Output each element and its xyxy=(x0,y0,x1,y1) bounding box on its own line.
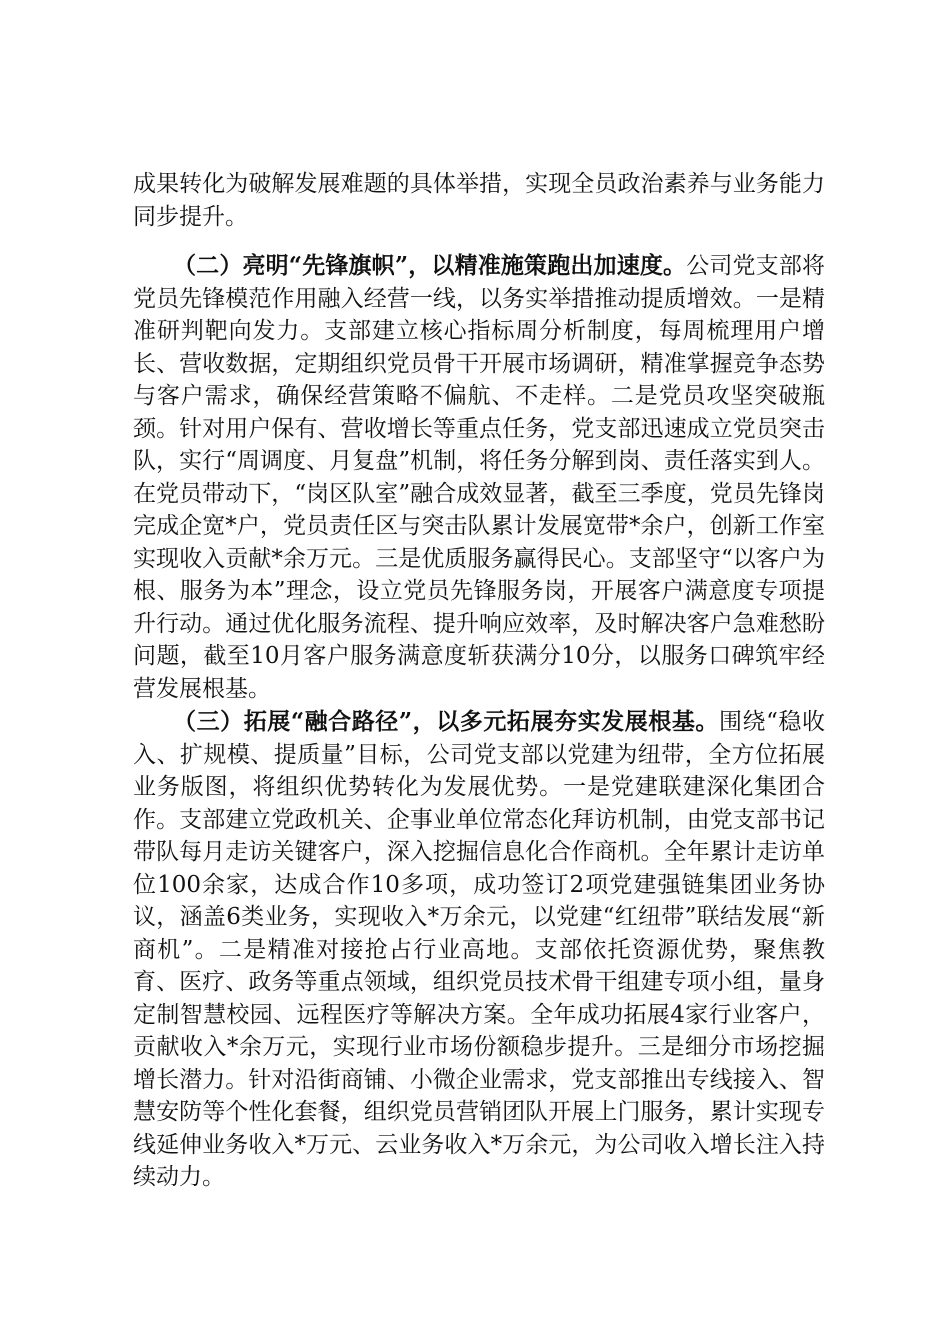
paragraph-section-2 xyxy=(133,250,825,705)
paragraph-section-3 xyxy=(133,706,825,1194)
paragraph-body: 围绕“稳收入、扩规模、提质量”目标，公司党支部以党建为纽带，全方位拓展业务版图，将组织优势转化为发展优势。一是党建联建深化集团合作。支部建立党政机关、企事业单位常态化拜访机制，由党支部书记带队每月走访关键客户，深入挖掘信息化合作商机。全年累计走访单位100余家，达成合作10多项，成功签订2项党建强链集团业务协议，涵盖6类业务，实现收入*万余元，以党建“红纽带”联结发展“新商机”。二是精准对接抢占行业高地。支部依托资源优势，聚焦教育、医疗、政务等重点领域，组织党员技术骨干组建专项小组，量身定制智慧校园、远程医疗等解决方案。全年成功拓展4家行业客户，贡献收入*余万元，实现行业市场份额稳步提升。三是细分市场挖掘增长潜力。针对沿街商铺、小微企业需求，党支部推出专线接入、智慧安防等个性化套餐，组织党员营销团队开展上门服务，累计实现专线延伸业务收入*万元、云业务收入*万余元，为公司收入增长注入持续动力。 xyxy=(133,709,825,1190)
paragraph-continuation xyxy=(133,168,825,233)
paragraph-body: 成果转化为破解发展难题的具体举措，实现全员政治素养与业务能力同步提升。 xyxy=(133,171,825,230)
section-heading: （二）亮明“先锋旗帜”，以精准施策跑出加速度。 xyxy=(173,252,687,279)
section-heading: （三）拓展“融合路径”，以多元拓展夯实发展根基。 xyxy=(173,708,719,735)
paragraph-body: 公司党支部将党员先锋模范作用融入经营一线，以务实举措推动提质增效。一是精准研判靶向发力。支部建立核心指标周分析制度，每周梳理用户增长、营收数据，定期组织党员骨干开展市场调研，精准掌握竞争态势与客户需求，确保经营策略不偏航、不走样。二是党员攻坚突破瓶颈。针对用户保有、营收增长等重点任务，党支部迅速成立党员突击队，实行“周调度、月复盘”机制，将任务分解到岗、责任落实到人。在党员带动下，“岗区队室”融合成效显著，截至三季度，党员先锋岗完成企宽*户，党员责任区与突击队累计发展宽带*余户，创新工作室实现收入贡献*余万元。三是优质服务赢得民心。支部坚守“以客户为根、服务为本”理念，设立党员先锋服务岗，开展客户满意度专项提升行动。通过优化服务流程、提升响应效率，及时解决客户急难愁盼问题，截至10月客户服务满意度斩获满分10分，以服务口碑筑牢经营发展根基。 xyxy=(133,253,825,702)
